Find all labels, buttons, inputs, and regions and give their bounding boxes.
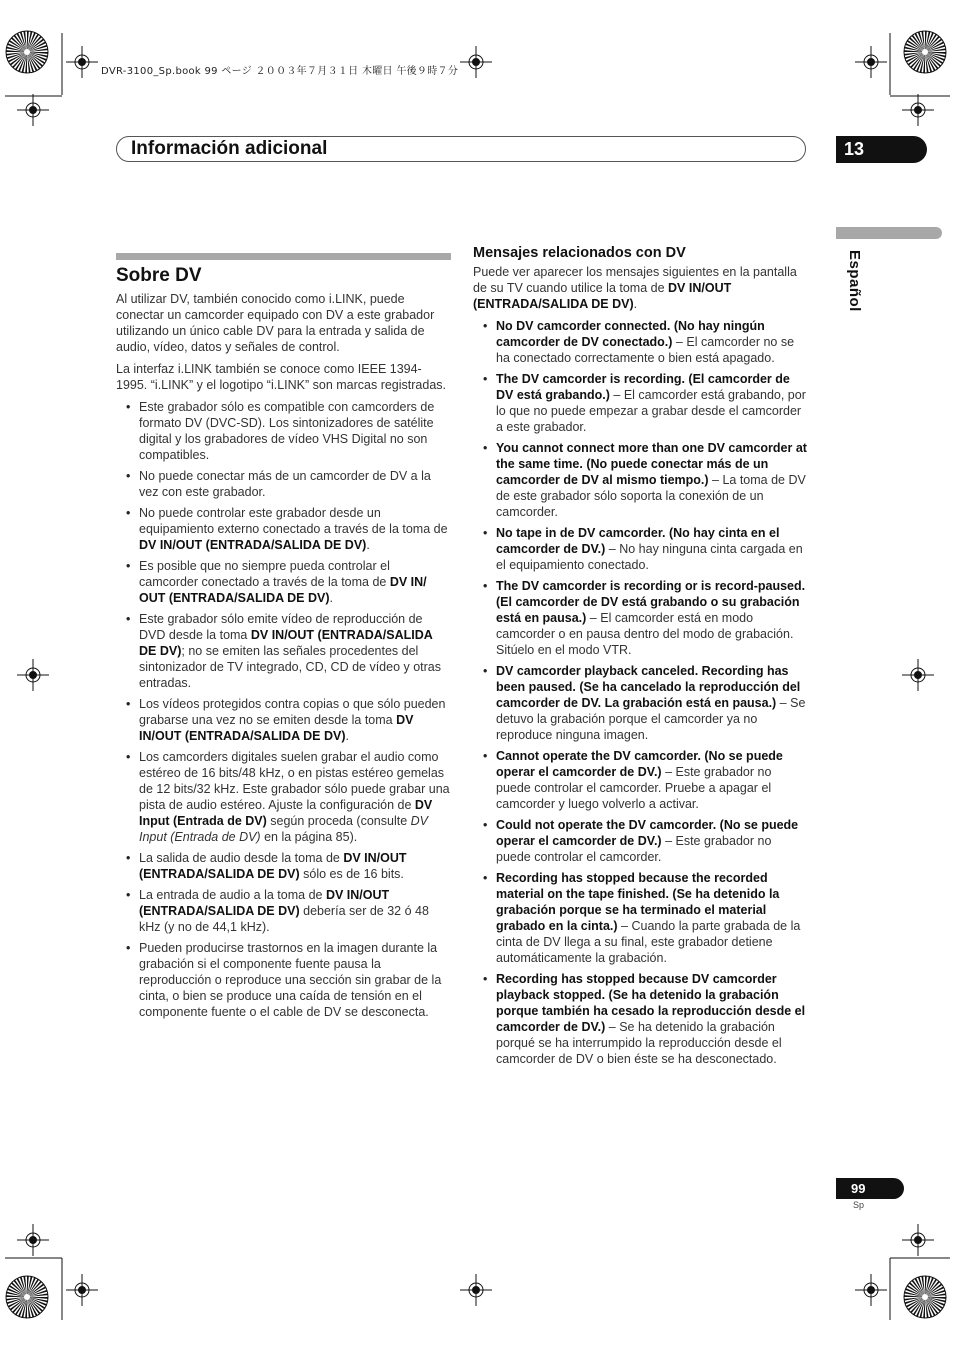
list-item (116, 850, 451, 882)
item-jack-name: DV Input (Entrada de DV) (139, 798, 433, 828)
bullet-dot: • (483, 372, 488, 386)
bullet-dot: • (483, 441, 488, 455)
message-item (473, 578, 807, 658)
message-text: The DV camcorder is recording. (El camcorder de DV está grabando.) (496, 372, 790, 402)
bullet-dot: • (483, 664, 488, 678)
list-item (116, 399, 451, 463)
item-jack-name: DV IN/OUT (ENTRADA/SALIDA DE DV) (139, 851, 407, 881)
list-item (116, 887, 451, 935)
bullet-dot: • (126, 506, 131, 520)
item-jack-name: DV IN/OUT (ENTRADA/SALIDA DE DV) (139, 628, 433, 658)
intro-paragraph: Al utilizar DV, también conocido como i.LINK, puede conectar un camcorder equipado con DV a este grabador utilizando un único cable DV para la entrada y salida de audio, vídeo, datos y señales de control. (116, 292, 435, 354)
bullet-dot: • (126, 750, 131, 764)
message-text: Recording has stopped because the recorded material on the tape finished. (Se ha detenido la grabación porque se ha terminado el material grabado en la cinta.) (496, 871, 780, 933)
messages-intro (473, 264, 807, 312)
side-tab-bar (836, 227, 942, 239)
message-item (473, 525, 807, 573)
message-text: Cannot operate the DV camcorder. (No se puede operar el camcorder de DV.) (496, 749, 783, 779)
item-text: La salida de audio desde la toma de (139, 851, 344, 865)
section-title: Sobre DV (116, 265, 202, 286)
dv-notes-list (116, 399, 451, 1020)
message-explanation: – Este grabador no puede controlar el camcorder. (496, 834, 772, 864)
list-item (116, 940, 451, 1020)
item-text-tail: sólo es de 16 bits. (299, 867, 404, 881)
list-item (116, 505, 451, 553)
message-explanation: – El camcorder está grabando, por lo que no puede empezar a grabar desde el camcorder a este grabador. (496, 388, 806, 434)
item-jack-name: DV IN/OUT (ENTRADA/SALIDA DE DV) (139, 538, 367, 552)
page-language: Sp (853, 1200, 865, 1210)
chapter-number: 13 (836, 136, 927, 163)
message-text: No DV camcorder connected. (No hay ningún camcorder de DV conectado.) (496, 319, 765, 349)
message-explanation: – Se detuvo la grabación porque el camcorder ya no reproduce ninguna imagen. (496, 696, 806, 742)
message-text: Could not operate the DV camcorder. (No se puede operar el camcorder de DV.) (496, 818, 799, 848)
item-text: No puede controlar este grabador desde un equipamiento externo conectado a través de la toma de (139, 506, 448, 536)
list-item (116, 611, 451, 691)
message-item (473, 748, 807, 812)
section-divider (116, 253, 451, 260)
item-jack-name: DV IN/OUT (ENTRADA/SALIDA DE DV) (139, 713, 414, 743)
list-item (116, 558, 451, 606)
bullet-dot: • (126, 697, 131, 711)
bullet-dot: • (483, 972, 488, 986)
file-header: DVR-3100_Sp.book 99 ページ ２００３年７月３１日 木曜日 午後９時７分 (101, 66, 459, 77)
bullet-dot: • (126, 941, 131, 955)
left-column (116, 253, 451, 1025)
message-explanation: – Se ha detenido la grabación porqué se ha interrumpido la reproducción desde el camcorder de DV o bien éste se ha desconectado. (496, 1020, 782, 1066)
item-text: Pueden producirse trastornos en la imagen durante la grabación si el componente fuente pausa la reproducción o reproduce una sección sin grabar de la cinta, o bien se produce una caída de tensión en el componente fuente o el cable de DV se desconecta. (139, 941, 442, 1019)
message-explanation: – El camcorder no se ha conectado correctamente o bien está apagado. (496, 335, 795, 365)
bullet-dot: • (483, 319, 488, 333)
list-item (116, 468, 451, 500)
color-wheel-mark (6, 1276, 48, 1318)
bullet-dot: • (483, 749, 488, 763)
page-number: 99 (836, 1178, 904, 1199)
message-text: The DV camcorder is recording or is record-paused. (El camcorder de DV está grabando o su grabación está en pausa.) (496, 579, 806, 625)
message-explanation: – La toma de DV de este grabador sólo soporta la conexión de un camcorder. (496, 473, 806, 519)
item-text-tail: . (366, 538, 370, 552)
bullet-dot: • (483, 818, 488, 832)
item-text: La entrada de audio a la toma de (139, 888, 326, 902)
item-text-tail: . (329, 591, 333, 605)
item-text: Los camcorders digitales suelen grabar el audio como estéreo de 16 bits/48 kHz, o en pistas estéreo gemelas de 12 bits/32 kHz. Este grabador sólo puede grabar una pista de audio estéreo. Ajuste la configuración de (139, 750, 450, 812)
message-item (473, 318, 807, 366)
subsection-title: Mensajes relacionados con DV (473, 245, 686, 261)
bullet-dot: • (126, 851, 131, 865)
bullet-dot: • (126, 888, 131, 902)
right-column (473, 245, 807, 1072)
item-text-tail: debería ser de 32 ó 48 kHz (y no de 44,1 kHz). (139, 904, 429, 934)
item-text-tail: . (345, 729, 349, 743)
message-explanation: – Cuando la parte grabada de la cinta de DV llega a su final, este grabador detiene automáticamente la grabación. (496, 919, 801, 965)
messages-intro-tail: . (633, 297, 638, 311)
chapter-title: Información adicional (131, 138, 328, 159)
messages-intro-jack: DV IN/OUT (ENTRADA/SALIDA DE DV) (473, 281, 732, 311)
item-text: Los vídeos protegidos contra copias o que sólo pueden grabarse una vez no se emiten desde la toma (139, 697, 446, 727)
message-explanation: – Este grabador no puede controlar el camcorder. Pruebe a apagar el camcorder y luego volverlo a activar. (496, 765, 772, 811)
message-item (473, 971, 807, 1067)
message-text: Recording has stopped because DV camcorder playback stopped. (Se ha detenido la grabación porque también ha cesado la reproducción desde el camcorder de DV.) (496, 972, 806, 1034)
item-text: Este grabador sólo emite vídeo de reproducción de DVD desde la toma (139, 612, 423, 642)
message-item (473, 817, 807, 865)
message-item (473, 663, 807, 743)
bullet-dot: • (126, 400, 131, 414)
bullet-dot: • (126, 612, 131, 626)
language-side-label: Español (846, 250, 863, 312)
chapter-header (116, 136, 806, 162)
ilink-paragraph: La interfaz i.LINK también se conoce como IEEE 1394-1995. “i.LINK” y el logotipo “i.LINK” son marcas registradas. (116, 362, 446, 392)
message-text: You cannot connect more than one DV camcorder at the same time. (No puede conectar más de un camcorder de DV al mismo tiempo.) (496, 441, 807, 487)
bullet-dot: • (126, 559, 131, 573)
item-jack-name: DV IN/ OUT (ENTRADA/SALIDA DE DV) (139, 575, 427, 605)
message-item (473, 440, 807, 520)
list-item (116, 696, 451, 744)
item-text: No puede conectar más de un camcorder de DV a la vez con este grabador. (139, 469, 431, 499)
message-explanation: – No hay ninguna cinta cargada en el equipamiento conectado. (496, 542, 803, 572)
item-jack-name: DV IN/OUT (ENTRADA/SALIDA DE DV) (139, 888, 390, 918)
item-text-end: en la página 85). (260, 830, 358, 844)
messages-intro-text: Puede ver aparecer los mensajes siguientes en la pantalla de su TV cuando utilice la toma de (473, 265, 797, 295)
bullet-dot: • (483, 871, 488, 885)
bullet-dot: • (483, 579, 488, 593)
bullet-dot: • (483, 526, 488, 540)
color-wheel-mark (6, 31, 48, 73)
message-item (473, 870, 807, 966)
item-text-tail: ; no se emiten las señales procedentes del sintonizador de TV integrado, CD, CD de vídeo y otras entradas. (139, 644, 442, 690)
message-text: No tape in de DV camcorder. (No hay cinta en el camcorder de DV.) (496, 526, 780, 556)
item-text: Es posible que no siempre pueda controlar el camcorder conectado a través de la toma de (139, 559, 390, 589)
message-item (473, 371, 807, 435)
dv-messages-list (473, 318, 807, 1067)
item-text-tail: según proceda (consulte (266, 814, 411, 828)
message-explanation: – El camcorder está en modo camcorder o en pausa dentro del modo de grabación. Sitúelo en el modo VTR. (496, 611, 794, 657)
message-text: DV camcorder playback canceled. Recording has been paused. (Se ha cancelado la reproducción del camcorder de DV. La grabación está en pausa.) (496, 664, 801, 710)
bullet-dot: • (126, 469, 131, 483)
color-wheel-mark (904, 31, 946, 73)
list-item (116, 749, 451, 845)
color-wheel-mark (904, 1276, 946, 1318)
item-reference: DV Input (Entrada de DV) (139, 814, 428, 844)
item-text: Este grabador sólo es compatible con camcorders de formato DV (DVC-SD). Los sintonizadores de satélite digital y los grabadores de vídeo VHS Digital no son compatibles. (139, 400, 435, 462)
